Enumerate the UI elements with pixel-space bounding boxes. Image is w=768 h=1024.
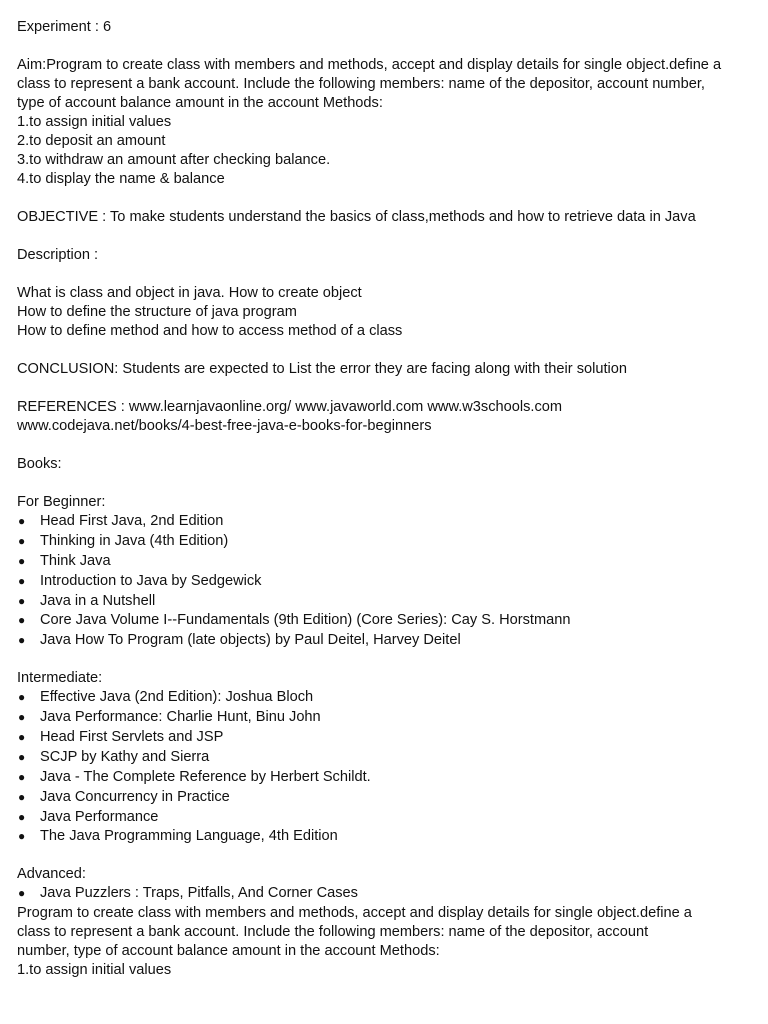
references-section bbox=[17, 398, 752, 436]
intermediate-heading: Intermediate: bbox=[17, 670, 103, 687]
list-item bbox=[17, 884, 752, 904]
description-section bbox=[17, 284, 752, 341]
spacer bbox=[17, 847, 752, 865]
book-title: Java in a Nutshell bbox=[40, 592, 156, 609]
beginner-heading: For Beginner: bbox=[17, 494, 106, 510]
beginner-book-list bbox=[17, 512, 752, 651]
book-title: Effective Java (2nd Edition): Joshua Bloch bbox=[40, 689, 314, 706]
conclusion-text: CONCLUSION: Students are expected to List the error they are facing along with their solution bbox=[17, 361, 628, 377]
book-title: Introduction to Java by Sedgewick bbox=[40, 572, 262, 589]
list-item bbox=[17, 592, 752, 612]
book-title: Java How To Program (late objects) by Paul Deitel, Harvey Deitel bbox=[40, 632, 461, 649]
bullet-icon: ● bbox=[18, 730, 26, 745]
bullet-icon: ● bbox=[18, 613, 26, 628]
aim-section bbox=[17, 56, 752, 189]
list-item bbox=[17, 808, 752, 828]
bullet-icon: ● bbox=[18, 593, 26, 608]
trailing-line: number, type of account balance amount in the account Methods: bbox=[17, 943, 440, 960]
bullet-icon: ● bbox=[18, 769, 26, 784]
bullet-icon: ● bbox=[18, 553, 26, 568]
list-item bbox=[17, 827, 752, 847]
bullet-icon: ● bbox=[18, 690, 26, 705]
description-line: How to define the structure of java program bbox=[17, 304, 297, 320]
book-title: The Java Programming Language, 4th Edition bbox=[40, 828, 338, 845]
aim-line: type of account balance amount in the account Methods: bbox=[17, 95, 383, 111]
book-title: Java Puzzlers : Traps, Pitfalls, And Corner Cases bbox=[40, 885, 358, 902]
spacer bbox=[17, 227, 752, 246]
book-title: Head First Servlets and JSP bbox=[40, 729, 224, 746]
books-heading: Books: bbox=[17, 456, 62, 472]
book-title: Java - The Complete Reference by Herbert Schildt. bbox=[40, 768, 371, 785]
bullet-icon: ● bbox=[18, 886, 26, 901]
objective-text: OBJECTIVE : To make students understand the basics of class,methods and how to retrieve data in Java bbox=[17, 209, 696, 225]
book-title: Java Performance: Charlie Hunt, Binu John bbox=[40, 709, 321, 726]
list-item bbox=[17, 611, 752, 631]
spacer bbox=[17, 651, 752, 669]
trailing-line: Program to create class with members and methods, accept and display details for single object.define a bbox=[17, 905, 692, 922]
aim-line: 2.to deposit an amount bbox=[17, 133, 166, 149]
list-item bbox=[17, 788, 752, 808]
aim-line: Aim:Program to create class with members and methods, accept and display details for single object.define a bbox=[17, 57, 722, 73]
trailing-line: 1.to assign initial values bbox=[17, 962, 172, 979]
list-item bbox=[17, 728, 752, 748]
spacer bbox=[17, 265, 752, 284]
aim-line: 3.to withdraw an amount after checking balance. bbox=[17, 152, 331, 168]
spacer bbox=[17, 379, 752, 398]
advanced-heading: Advanced: bbox=[17, 866, 86, 883]
bullet-icon: ● bbox=[18, 749, 26, 764]
list-item bbox=[17, 688, 752, 708]
bullet-icon: ● bbox=[18, 533, 26, 548]
aim-line: 1.to assign initial values bbox=[17, 114, 172, 130]
book-title: Thinking in Java (4th Edition) bbox=[40, 532, 229, 549]
book-title: SCJP by Kathy and Sierra bbox=[40, 748, 210, 765]
document-body bbox=[17, 18, 752, 980]
book-title: Head First Java, 2nd Edition bbox=[40, 513, 224, 529]
book-title: Java Concurrency in Practice bbox=[40, 788, 230, 805]
spacer bbox=[17, 436, 752, 455]
references-line: REFERENCES : www.learnjavaonline.org/ www.javaworld.com www.w3schools.com bbox=[17, 399, 563, 415]
bullet-icon: ● bbox=[18, 809, 26, 824]
list-item bbox=[17, 768, 752, 788]
references-line: www.codejava.net/books/4-best-free-java-e-books-for-beginners bbox=[17, 418, 432, 434]
list-item bbox=[17, 572, 752, 592]
intermediate-book-list bbox=[17, 688, 752, 847]
advanced-book-list bbox=[17, 884, 752, 904]
list-item bbox=[17, 552, 752, 572]
list-item bbox=[17, 512, 752, 532]
trailing-line: class to represent a bank account. Include the following members: name of the depositor, account bbox=[17, 924, 649, 941]
bullet-icon: ● bbox=[18, 514, 26, 528]
spacer bbox=[17, 37, 752, 56]
list-item bbox=[17, 631, 752, 651]
bullet-icon: ● bbox=[18, 573, 26, 588]
book-title: Think Java bbox=[40, 552, 111, 569]
book-title: Core Java Volume I--Fundamentals (9th Edition) (Core Series): Cay S. Horstmann bbox=[40, 612, 571, 629]
book-title: Java Performance bbox=[40, 808, 159, 825]
list-item bbox=[17, 708, 752, 728]
experiment-title: Experiment : 6 bbox=[17, 19, 112, 35]
description-heading: Description : bbox=[17, 247, 99, 263]
bullet-icon: ● bbox=[18, 829, 26, 844]
spacer bbox=[17, 474, 752, 493]
bullet-icon: ● bbox=[18, 710, 26, 725]
bullet-icon: ● bbox=[18, 789, 26, 804]
bullet-icon: ● bbox=[18, 633, 26, 648]
spacer bbox=[17, 341, 752, 360]
list-item bbox=[17, 748, 752, 768]
aim-line: 4.to display the name & balance bbox=[17, 171, 225, 187]
description-line: What is class and object in java. How to create object bbox=[17, 285, 362, 301]
spacer bbox=[17, 189, 752, 208]
aim-line: class to represent a bank account. Include the following members: name of the depositor, account number, bbox=[17, 76, 705, 92]
description-line: How to define method and how to access method of a class bbox=[17, 323, 403, 339]
trailing-section bbox=[17, 904, 752, 980]
list-item bbox=[17, 532, 752, 552]
